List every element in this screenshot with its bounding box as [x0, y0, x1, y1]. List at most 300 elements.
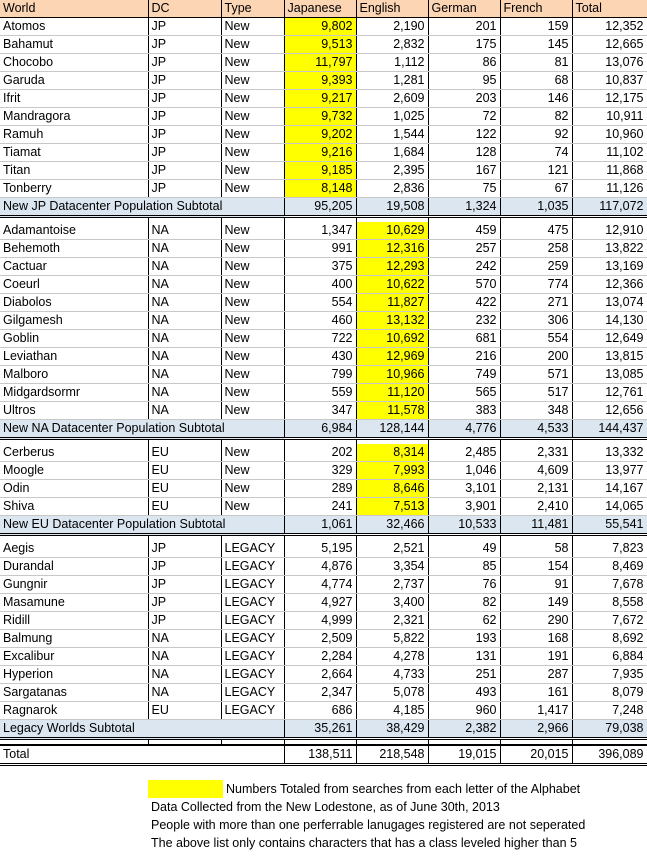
- table-row: [0, 276, 647, 294]
- table-cell: 287: [500, 666, 572, 684]
- table-cell: New: [221, 330, 284, 348]
- table-cell: 10,837: [572, 72, 647, 90]
- table-cell: New: [221, 294, 284, 312]
- table-cell: 1,112: [356, 54, 428, 72]
- table-row: [0, 90, 647, 108]
- table-cell: Tiamat: [0, 144, 148, 162]
- table-cell: 475: [500, 222, 572, 240]
- table-cell: 1,281: [356, 72, 428, 90]
- table-cell: 13,074: [572, 294, 647, 312]
- table-row: [0, 222, 647, 240]
- table-row: [0, 462, 647, 480]
- subtotal-value: 55,541: [572, 516, 647, 535]
- subtotal-value: 19,508: [356, 198, 428, 217]
- table-cell: NA: [148, 630, 221, 648]
- table-cell: 200: [500, 348, 572, 366]
- table-cell: New: [221, 36, 284, 54]
- table-cell: NA: [148, 222, 221, 240]
- table-cell: 2,609: [356, 90, 428, 108]
- table-cell: 251: [428, 666, 500, 684]
- subtotal-row: [0, 720, 647, 739]
- table-cell: Balmung: [0, 630, 148, 648]
- table-cell: New: [221, 444, 284, 462]
- table-cell: 8,692: [572, 630, 647, 648]
- table-cell: 13,132: [356, 312, 428, 330]
- total-value: 138,511: [284, 745, 356, 765]
- table-cell: Hyperion: [0, 666, 148, 684]
- table-cell: 8,079: [572, 684, 647, 702]
- table-cell: JP: [148, 180, 221, 198]
- table-cell: 1,347: [284, 222, 356, 240]
- table-cell: 167: [428, 162, 500, 180]
- table-cell: JP: [148, 90, 221, 108]
- table-row: [0, 348, 647, 366]
- table-cell: 3,901: [428, 498, 500, 516]
- table-cell: NA: [148, 330, 221, 348]
- subtotal-label: New NA Datacenter Population Subtotal: [0, 420, 284, 439]
- table-cell: Tonberry: [0, 180, 148, 198]
- column-header: German: [428, 0, 500, 18]
- subtotal-row: [0, 420, 647, 439]
- note-line-3: The above list only contains characters that has a class leveled higher than 5: [151, 835, 577, 850]
- table-cell: New: [221, 54, 284, 72]
- table-cell: 203: [428, 90, 500, 108]
- table-cell: 49: [428, 540, 500, 558]
- subtotal-label: New EU Datacenter Population Subtotal: [0, 516, 284, 535]
- table-cell: 92: [500, 126, 572, 144]
- column-header: Total: [572, 0, 647, 18]
- table-cell: Chocobo: [0, 54, 148, 72]
- table-cell: Moogle: [0, 462, 148, 480]
- table-cell: 271: [500, 294, 572, 312]
- table-cell: 3,101: [428, 480, 500, 498]
- table-cell: 9,393: [284, 72, 356, 90]
- table-cell: 7,935: [572, 666, 647, 684]
- table-cell: 168: [500, 630, 572, 648]
- table-cell: 686: [284, 702, 356, 720]
- table-cell: 259: [500, 258, 572, 276]
- table-cell: Masamune: [0, 594, 148, 612]
- table-cell: 11,120: [356, 384, 428, 402]
- table-row: [0, 444, 647, 462]
- subtotal-value: 144,437: [572, 420, 647, 439]
- table-row: [0, 330, 647, 348]
- table-cell: 1,544: [356, 126, 428, 144]
- table-cell: 306: [500, 312, 572, 330]
- table-row: [0, 540, 647, 558]
- table-row: [0, 240, 647, 258]
- table-cell: LEGACY: [221, 558, 284, 576]
- table-cell: New: [221, 258, 284, 276]
- table-row: [0, 498, 647, 516]
- table-cell: LEGACY: [221, 648, 284, 666]
- table-cell: Ridill: [0, 612, 148, 630]
- column-header: Japanese: [284, 0, 356, 18]
- table-cell: 11,578: [356, 402, 428, 420]
- table-cell: EU: [148, 444, 221, 462]
- table-cell: 681: [428, 330, 500, 348]
- table-cell: 2,509: [284, 630, 356, 648]
- table-cell: 9,802: [284, 18, 356, 36]
- table-cell: New: [221, 180, 284, 198]
- subtotal-value: 1,324: [428, 198, 500, 217]
- table-cell: LEGACY: [221, 684, 284, 702]
- subtotal-label: Legacy Worlds Subtotal: [0, 720, 284, 739]
- table-cell: 13,815: [572, 348, 647, 366]
- table-cell: 570: [428, 276, 500, 294]
- table-cell: JP: [148, 18, 221, 36]
- table-cell: 146: [500, 90, 572, 108]
- table-cell: 10,911: [572, 108, 647, 126]
- subtotal-value: 95,205: [284, 198, 356, 217]
- table-cell: 86: [428, 54, 500, 72]
- table-cell: LEGACY: [221, 702, 284, 720]
- table-cell: 13,332: [572, 444, 647, 462]
- column-header: English: [356, 0, 428, 18]
- table-row: [0, 702, 647, 720]
- table-row: [0, 54, 647, 72]
- table-cell: JP: [148, 54, 221, 72]
- subtotal-row: [0, 516, 647, 535]
- subtotal-value: 38,429: [356, 720, 428, 739]
- table-cell: 159: [500, 18, 572, 36]
- table-cell: 216: [428, 348, 500, 366]
- table-cell: 193: [428, 630, 500, 648]
- table-row: [0, 312, 647, 330]
- table-cell: 81: [500, 54, 572, 72]
- table-cell: Cerberus: [0, 444, 148, 462]
- table-cell: 749: [428, 366, 500, 384]
- table-cell: 4,609: [500, 462, 572, 480]
- table-cell: 11,126: [572, 180, 647, 198]
- table-row: [0, 666, 647, 684]
- table-cell: 565: [428, 384, 500, 402]
- table-cell: 799: [284, 366, 356, 384]
- table-cell: 4,927: [284, 594, 356, 612]
- table-cell: 12,649: [572, 330, 647, 348]
- table-cell: 9,202: [284, 126, 356, 144]
- table-cell: NA: [148, 294, 221, 312]
- table-cell: 571: [500, 366, 572, 384]
- table-cell: 2,395: [356, 162, 428, 180]
- table-cell: 991: [284, 240, 356, 258]
- table-cell: Sargatanas: [0, 684, 148, 702]
- table-cell: 290: [500, 612, 572, 630]
- table-cell: NA: [148, 666, 221, 684]
- table-cell: 1,417: [500, 702, 572, 720]
- table-row: [0, 576, 647, 594]
- table-cell: JP: [148, 144, 221, 162]
- table-cell: Adamantoise: [0, 222, 148, 240]
- total-value: 396,089: [572, 745, 647, 765]
- table-cell: 4,999: [284, 612, 356, 630]
- table-cell: 11,797: [284, 54, 356, 72]
- table-cell: 8,148: [284, 180, 356, 198]
- table-cell: 12,656: [572, 402, 647, 420]
- table-cell: 5,078: [356, 684, 428, 702]
- subtotal-value: 117,072: [572, 198, 647, 217]
- table-cell: LEGACY: [221, 540, 284, 558]
- table-cell: 257: [428, 240, 500, 258]
- table-cell: New: [221, 162, 284, 180]
- table-cell: 2,832: [356, 36, 428, 54]
- table-cell: LEGACY: [221, 576, 284, 594]
- table-cell: Ramuh: [0, 126, 148, 144]
- table-cell: 201: [428, 18, 500, 36]
- table-cell: EU: [148, 702, 221, 720]
- table-cell: 383: [428, 402, 500, 420]
- table-cell: 62: [428, 612, 500, 630]
- table-cell: NA: [148, 348, 221, 366]
- table-cell: 5,195: [284, 540, 356, 558]
- table-cell: 13,977: [572, 462, 647, 480]
- table-cell: Gungnir: [0, 576, 148, 594]
- table-cell: 10,622: [356, 276, 428, 294]
- table-cell: Ragnarok: [0, 702, 148, 720]
- table-cell: 559: [284, 384, 356, 402]
- table-cell: New: [221, 240, 284, 258]
- table-cell: 3,354: [356, 558, 428, 576]
- table-cell: Bahamut: [0, 36, 148, 54]
- table-cell: 329: [284, 462, 356, 480]
- total-row: [0, 745, 647, 765]
- table-cell: 121: [500, 162, 572, 180]
- table-cell: 14,167: [572, 480, 647, 498]
- table-cell: 8,469: [572, 558, 647, 576]
- table-cell: 131: [428, 648, 500, 666]
- total-value: 20,015: [500, 745, 572, 765]
- table-cell: New: [221, 18, 284, 36]
- table-cell: 493: [428, 684, 500, 702]
- table-cell: 554: [284, 294, 356, 312]
- table-cell: Atomos: [0, 18, 148, 36]
- table-cell: 8,314: [356, 444, 428, 462]
- table-cell: Mandragora: [0, 108, 148, 126]
- table-cell: 7,248: [572, 702, 647, 720]
- table-cell: 95: [428, 72, 500, 90]
- table-row: [0, 384, 647, 402]
- table-cell: 6,884: [572, 648, 647, 666]
- table-cell: 430: [284, 348, 356, 366]
- table-cell: 4,278: [356, 648, 428, 666]
- table-cell: 460: [284, 312, 356, 330]
- subtotal-value: 4,776: [428, 420, 500, 439]
- table-cell: 12,175: [572, 90, 647, 108]
- table-cell: New: [221, 498, 284, 516]
- table-cell: 7,823: [572, 540, 647, 558]
- notes-section: [0, 780, 647, 852]
- table-cell: 85: [428, 558, 500, 576]
- table-row: [0, 258, 647, 276]
- table-cell: 1,046: [428, 462, 500, 480]
- legend-text: Numbers Totaled from searches from each letter of the Alphabet: [226, 781, 581, 796]
- table-row: [0, 180, 647, 198]
- table-row: [0, 366, 647, 384]
- table-cell: 10,966: [356, 366, 428, 384]
- column-header: Type: [221, 0, 284, 18]
- table-cell: Coeurl: [0, 276, 148, 294]
- table-cell: 459: [428, 222, 500, 240]
- table-cell: NA: [148, 402, 221, 420]
- table-cell: Behemoth: [0, 240, 148, 258]
- subtotal-row: [0, 198, 647, 217]
- table-cell: 12,910: [572, 222, 647, 240]
- table-cell: Gilgamesh: [0, 312, 148, 330]
- subtotal-value: 32,466: [356, 516, 428, 535]
- total-value: 19,015: [428, 745, 500, 765]
- table-cell: NA: [148, 684, 221, 702]
- total-label: Total: [0, 745, 284, 765]
- table-cell: New: [221, 366, 284, 384]
- table-row: [0, 162, 647, 180]
- table-cell: 4,185: [356, 702, 428, 720]
- table-row: [0, 126, 647, 144]
- table-row: [0, 684, 647, 702]
- subtotal-value: 4,533: [500, 420, 572, 439]
- table-cell: 12,293: [356, 258, 428, 276]
- table-cell: Shiva: [0, 498, 148, 516]
- table-cell: 242: [428, 258, 500, 276]
- table-cell: 2,131: [500, 480, 572, 498]
- column-header: DC: [148, 0, 221, 18]
- table-row: [0, 294, 647, 312]
- table-cell: 960: [428, 702, 500, 720]
- table-cell: New: [221, 144, 284, 162]
- table-cell: LEGACY: [221, 630, 284, 648]
- subtotal-value: 2,382: [428, 720, 500, 739]
- table-cell: 2,664: [284, 666, 356, 684]
- table-cell: NA: [148, 240, 221, 258]
- table-cell: 2,347: [284, 684, 356, 702]
- table-cell: Ultros: [0, 402, 148, 420]
- table-cell: 13,169: [572, 258, 647, 276]
- table-cell: 347: [284, 402, 356, 420]
- header-row: [0, 0, 647, 18]
- table-cell: Ifrit: [0, 90, 148, 108]
- table-cell: New: [221, 126, 284, 144]
- table-cell: 154: [500, 558, 572, 576]
- table-cell: 348: [500, 402, 572, 420]
- table-cell: 375: [284, 258, 356, 276]
- table-cell: 11,102: [572, 144, 647, 162]
- table-cell: 58: [500, 540, 572, 558]
- table-cell: 12,969: [356, 348, 428, 366]
- table-cell: 7,993: [356, 462, 428, 480]
- table-cell: NA: [148, 366, 221, 384]
- table-cell: 10,629: [356, 222, 428, 240]
- table-cell: EU: [148, 480, 221, 498]
- table-cell: 1,025: [356, 108, 428, 126]
- table-cell: 12,665: [572, 36, 647, 54]
- subtotal-value: 128,144: [356, 420, 428, 439]
- table-cell: Malboro: [0, 366, 148, 384]
- table-cell: LEGACY: [221, 612, 284, 630]
- table-cell: 400: [284, 276, 356, 294]
- table-cell: New: [221, 108, 284, 126]
- table-cell: Diabolos: [0, 294, 148, 312]
- table-cell: 5,822: [356, 630, 428, 648]
- table-cell: 82: [500, 108, 572, 126]
- table-cell: New: [221, 276, 284, 294]
- table-cell: Midgardsormr: [0, 384, 148, 402]
- table-cell: 149: [500, 594, 572, 612]
- note-line-2: People with more than one perferrable lanugages registered are not seperated: [151, 817, 586, 832]
- table-cell: New: [221, 462, 284, 480]
- table-cell: 4,876: [284, 558, 356, 576]
- table-cell: 9,217: [284, 90, 356, 108]
- table-cell: 554: [500, 330, 572, 348]
- table-cell: 191: [500, 648, 572, 666]
- table-cell: 2,737: [356, 576, 428, 594]
- table-cell: 67: [500, 180, 572, 198]
- table-cell: 161: [500, 684, 572, 702]
- table-cell: JP: [148, 162, 221, 180]
- table-cell: 12,316: [356, 240, 428, 258]
- table-cell: New: [221, 222, 284, 240]
- table-cell: NA: [148, 276, 221, 294]
- table-cell: Goblin: [0, 330, 148, 348]
- table-cell: 175: [428, 36, 500, 54]
- table-cell: 11,827: [356, 294, 428, 312]
- total-value: 218,548: [356, 745, 428, 765]
- table-cell: New: [221, 402, 284, 420]
- table-cell: JP: [148, 612, 221, 630]
- table-row: [0, 36, 647, 54]
- table-cell: NA: [148, 258, 221, 276]
- table-cell: Odin: [0, 480, 148, 498]
- table-cell: 9,732: [284, 108, 356, 126]
- table-cell: Garuda: [0, 72, 148, 90]
- table-cell: 241: [284, 498, 356, 516]
- table-cell: JP: [148, 108, 221, 126]
- table-row: [0, 72, 647, 90]
- table-cell: JP: [148, 540, 221, 558]
- table-cell: 9,216: [284, 144, 356, 162]
- subtotal-value: 6,984: [284, 420, 356, 439]
- table-row: [0, 594, 647, 612]
- table-cell: 9,185: [284, 162, 356, 180]
- table-cell: EU: [148, 498, 221, 516]
- table-cell: 91: [500, 576, 572, 594]
- table-row: [0, 612, 647, 630]
- table-row: [0, 402, 647, 420]
- table-cell: 7,513: [356, 498, 428, 516]
- table-row: [0, 630, 647, 648]
- subtotal-value: 35,261: [284, 720, 356, 739]
- column-header: World: [0, 0, 148, 18]
- table-cell: JP: [148, 72, 221, 90]
- table-cell: New: [221, 480, 284, 498]
- table-row: [0, 144, 647, 162]
- table-cell: 2,410: [500, 498, 572, 516]
- table-cell: 7,678: [572, 576, 647, 594]
- subtotal-value: 1,061: [284, 516, 356, 535]
- table-cell: New: [221, 384, 284, 402]
- table-cell: 2,836: [356, 180, 428, 198]
- table-cell: Cactuar: [0, 258, 148, 276]
- table-cell: 74: [500, 144, 572, 162]
- table-cell: 68: [500, 72, 572, 90]
- table-cell: 232: [428, 312, 500, 330]
- table-cell: New: [221, 72, 284, 90]
- table-cell: Titan: [0, 162, 148, 180]
- table-cell: NA: [148, 648, 221, 666]
- table-cell: Durandal: [0, 558, 148, 576]
- table-cell: JP: [148, 594, 221, 612]
- table-cell: JP: [148, 36, 221, 54]
- table-cell: 75: [428, 180, 500, 198]
- table-cell: JP: [148, 558, 221, 576]
